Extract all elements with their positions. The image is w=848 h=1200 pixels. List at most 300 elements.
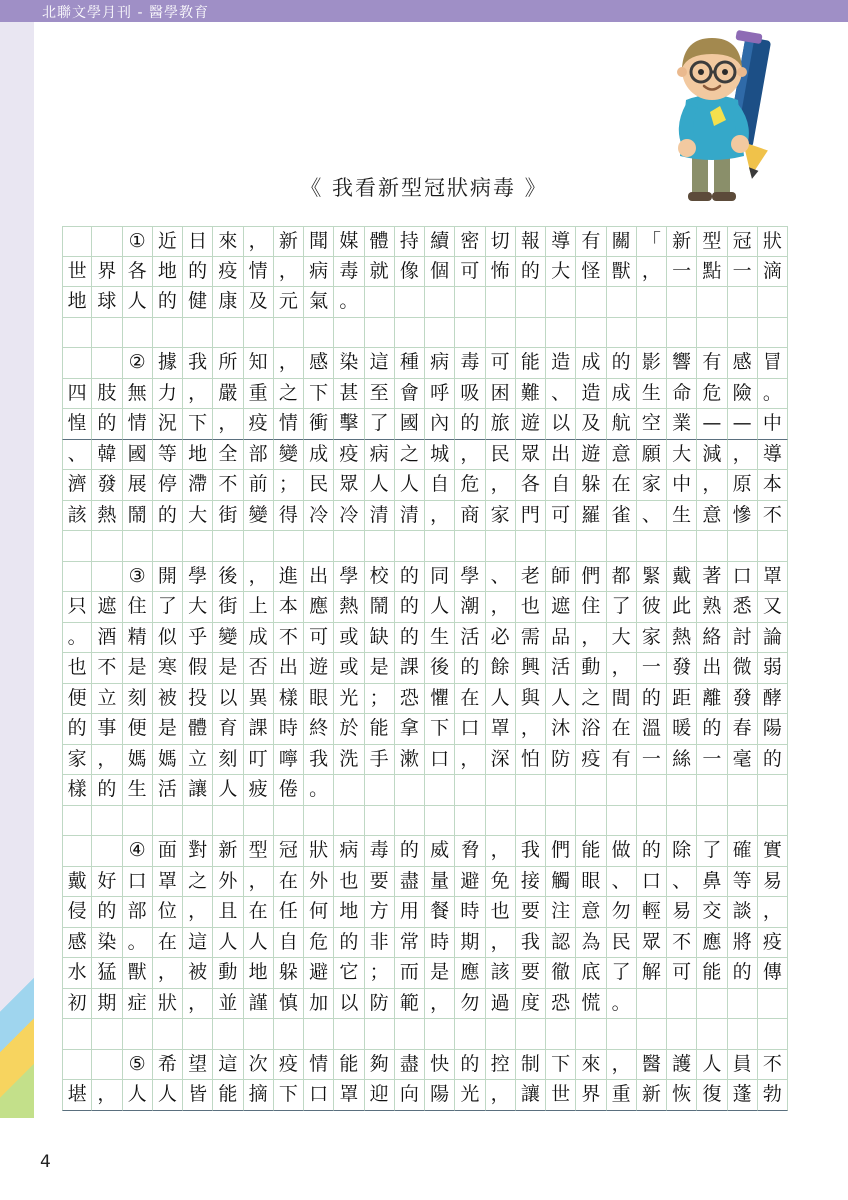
grid-cell	[607, 531, 637, 562]
grid-cell	[637, 1019, 667, 1050]
grid-cell: 接	[516, 867, 546, 898]
grid-cell: 毫	[728, 745, 758, 776]
grid-cell	[637, 989, 667, 1020]
grid-cell: 門	[516, 501, 546, 532]
grid-cell: 發	[92, 470, 122, 501]
grid-cell: 於	[334, 714, 364, 745]
grid-cell: 清	[395, 501, 425, 532]
grid-cell: 不	[274, 623, 304, 654]
grid-cell: 慘	[728, 501, 758, 532]
grid-cell: 情	[304, 1050, 334, 1081]
grid-cell: 光	[334, 684, 364, 715]
grid-cell: 防	[365, 989, 395, 1020]
grid-cell: 同	[425, 562, 455, 593]
grid-cell: 意	[697, 501, 727, 532]
grid-cell: 據	[153, 348, 183, 379]
grid-cell: 變	[244, 501, 274, 532]
grid-cell: 並	[213, 989, 243, 1020]
grid-cell: 染	[92, 928, 122, 959]
grid-cell: 民	[486, 440, 516, 471]
grid-cell: 拿	[395, 714, 425, 745]
grid-cell: 康	[213, 287, 243, 318]
grid-cell: 此	[667, 592, 697, 623]
grid-row	[62, 409, 788, 440]
grid-cell: 遊	[516, 409, 546, 440]
grid-cell: 熟	[697, 592, 727, 623]
grid-cell: 是	[123, 653, 153, 684]
grid-cell	[455, 531, 485, 562]
grid-cell: 出	[304, 562, 334, 593]
grid-cell: 狀	[304, 836, 334, 867]
grid-cell	[667, 806, 697, 837]
grid-cell: 下	[425, 714, 455, 745]
grid-cell: 便	[62, 684, 92, 715]
grid-cell: 之	[183, 867, 213, 898]
grid-cell: 且	[213, 897, 243, 928]
grid-cell: 人	[213, 775, 243, 806]
grid-cell: 制	[516, 1050, 546, 1081]
grid-cell: 交	[697, 897, 727, 928]
grid-cell: 關	[607, 226, 637, 257]
grid-cell: ，	[607, 653, 637, 684]
grid-cell: 來	[213, 226, 243, 257]
grid-cell: 被	[183, 958, 213, 989]
grid-cell	[274, 318, 304, 349]
grid-cell: 深	[486, 745, 516, 776]
grid-cell: 怕	[516, 745, 546, 776]
grid-cell	[758, 775, 788, 806]
grid-cell: 持	[395, 226, 425, 257]
grid-cell: 困	[486, 379, 516, 410]
grid-cell: 本	[274, 592, 304, 623]
grid-cell: 的	[637, 684, 667, 715]
grid-cell	[637, 318, 667, 349]
grid-cell: 罩	[153, 867, 183, 898]
grid-cell: 四	[62, 379, 92, 410]
grid-row	[62, 257, 788, 288]
grid-cell: ④	[123, 836, 153, 867]
grid-row	[62, 348, 788, 379]
grid-cell	[395, 775, 425, 806]
grid-cell: 品	[546, 623, 576, 654]
grid-cell: 意	[576, 897, 606, 928]
grid-cell: 自	[546, 470, 576, 501]
grid-cell: 的	[395, 836, 425, 867]
grid-cell: ③	[123, 562, 153, 593]
grid-cell: 。	[334, 287, 364, 318]
grid-cell	[728, 806, 758, 837]
grid-cell: 向	[395, 1080, 425, 1111]
grid-cell: 衝	[304, 409, 334, 440]
grid-cell: 造	[576, 379, 606, 410]
grid-cell: 地	[244, 958, 274, 989]
grid-cell: 媽	[123, 745, 153, 776]
grid-cell: 街	[213, 592, 243, 623]
grid-cell: 戴	[667, 562, 697, 593]
grid-cell	[274, 531, 304, 562]
grid-cell: 我	[516, 836, 546, 867]
grid-cell: 了	[153, 592, 183, 623]
grid-cell	[62, 806, 92, 837]
grid-row	[62, 287, 788, 318]
grid-cell	[183, 1019, 213, 1050]
grid-cell	[92, 1050, 122, 1081]
grid-cell: 陽	[758, 714, 788, 745]
grid-cell: 樣	[274, 684, 304, 715]
grid-cell: 重	[244, 379, 274, 410]
grid-cell: 部	[244, 440, 274, 471]
grid-cell	[123, 1019, 153, 1050]
grid-cell	[697, 531, 727, 562]
grid-cell: 雀	[607, 501, 637, 532]
grid-cell: 、	[486, 562, 516, 593]
grid-cell: 任	[274, 897, 304, 928]
grid-cell	[697, 318, 727, 349]
grid-row	[62, 501, 788, 532]
grid-cell: 以	[334, 989, 364, 1020]
grid-cell: 酵	[758, 684, 788, 715]
grid-cell: 熱	[334, 592, 364, 623]
grid-cell: 防	[546, 745, 576, 776]
grid-cell: 下	[304, 379, 334, 410]
grid-cell: 而	[395, 958, 425, 989]
grid-cell: 這	[183, 928, 213, 959]
grid-cell: 疫	[213, 257, 243, 288]
grid-cell: 乎	[183, 623, 213, 654]
grid-cell: 溫	[637, 714, 667, 745]
grid-cell: 對	[183, 836, 213, 867]
grid-cell: 冷	[334, 501, 364, 532]
grid-cell	[213, 1019, 243, 1050]
grid-cell	[728, 318, 758, 349]
grid-cell: 熱	[667, 623, 697, 654]
grid-cell: 的	[728, 958, 758, 989]
grid-cell: 空	[637, 409, 667, 440]
grid-cell: ②	[123, 348, 153, 379]
grid-cell: 這	[365, 348, 395, 379]
grid-cell: 微	[728, 653, 758, 684]
page-title: 《 我看新型冠狀病毒 》	[300, 176, 548, 200]
grid-cell: 了	[365, 409, 395, 440]
grid-cell: 刻	[123, 684, 153, 715]
grid-cell: 能	[516, 348, 546, 379]
grid-row	[62, 745, 788, 776]
grid-cell	[213, 318, 243, 349]
grid-cell: 病	[334, 836, 364, 867]
grid-cell	[153, 1019, 183, 1050]
grid-cell: 不	[667, 928, 697, 959]
grid-cell	[153, 531, 183, 562]
grid-cell: 地	[183, 440, 213, 471]
grid-cell: 非	[365, 928, 395, 959]
grid-cell: 沐	[546, 714, 576, 745]
grid-cell: 之	[576, 684, 606, 715]
grid-cell: 人	[546, 684, 576, 715]
grid-cell: 人	[697, 1050, 727, 1081]
grid-cell: 課	[244, 714, 274, 745]
grid-cell: 可	[304, 623, 334, 654]
grid-cell	[516, 1019, 546, 1050]
grid-cell: 可	[455, 257, 485, 288]
grid-cell: 體	[183, 714, 213, 745]
grid-cell	[92, 531, 122, 562]
grid-cell: 不	[758, 1050, 788, 1081]
grid-cell: 所	[213, 348, 243, 379]
grid-cell: 遊	[304, 653, 334, 684]
grid-cell: 中	[758, 409, 788, 440]
grid-cell: 摘	[244, 1080, 274, 1111]
grid-cell: 嚴	[213, 379, 243, 410]
grid-cell: 知	[244, 348, 274, 379]
grid-cell	[213, 806, 243, 837]
grid-cell: 鼻	[697, 867, 727, 898]
grid-cell	[395, 1019, 425, 1050]
grid-cell: 在	[607, 714, 637, 745]
grid-cell: 餐	[425, 897, 455, 928]
grid-cell: 否	[244, 653, 274, 684]
grid-cell: 全	[213, 440, 243, 471]
grid-cell: 投	[183, 684, 213, 715]
grid-cell: 在	[244, 897, 274, 928]
grid-cell: 界	[576, 1080, 606, 1111]
grid-cell	[62, 562, 92, 593]
grid-cell: 免	[486, 867, 516, 898]
grid-cell: 熱	[92, 501, 122, 532]
grid-cell: 的	[395, 623, 425, 654]
grid-cell: 濟	[62, 470, 92, 501]
grid-cell: 危	[697, 379, 727, 410]
grid-cell: ，	[576, 623, 606, 654]
grid-cell	[455, 318, 485, 349]
grid-cell: 何	[304, 897, 334, 928]
grid-cell: 要	[516, 958, 546, 989]
grid-cell: 懼	[425, 684, 455, 715]
grid-cell: 學	[455, 562, 485, 593]
grid-cell	[334, 318, 364, 349]
grid-cell: ，	[244, 867, 274, 898]
grid-cell	[304, 806, 334, 837]
grid-cell: 中	[667, 470, 697, 501]
grid-cell: 發	[728, 684, 758, 715]
grid-cell: 發	[667, 653, 697, 684]
grid-cell	[576, 1019, 606, 1050]
grid-cell	[365, 806, 395, 837]
grid-cell: 生	[425, 623, 455, 654]
grid-cell: 慌	[576, 989, 606, 1020]
grid-cell: 避	[455, 867, 485, 898]
grid-cell: 世	[546, 1080, 576, 1111]
grid-cell: 恐	[395, 684, 425, 715]
grid-cell: 是	[153, 714, 183, 745]
grid-cell: 導	[546, 226, 576, 257]
grid-cell: 鬧	[365, 592, 395, 623]
grid-cell	[92, 318, 122, 349]
grid-cell: ，	[486, 836, 516, 867]
grid-cell: 離	[697, 684, 727, 715]
grid-cell: 。	[758, 379, 788, 410]
grid-cell	[183, 318, 213, 349]
grid-cell: 暖	[667, 714, 697, 745]
grid-cell	[758, 1019, 788, 1050]
grid-cell: 住	[576, 592, 606, 623]
grid-cell: 染	[334, 348, 364, 379]
grid-cell: 好	[92, 867, 122, 898]
grid-cell: 擊	[334, 409, 364, 440]
grid-cell: 旅	[486, 409, 516, 440]
grid-cell: ①	[123, 226, 153, 257]
grid-row	[62, 226, 788, 257]
grid-cell: 了	[607, 592, 637, 623]
grid-cell: 鬧	[123, 501, 153, 532]
grid-cell: 意	[607, 440, 637, 471]
grid-cell: ，	[697, 470, 727, 501]
grid-cell: 控	[486, 1050, 516, 1081]
grid-cell: 勿	[607, 897, 637, 928]
grid-cell: 慎	[274, 989, 304, 1020]
grid-cell: 討	[728, 623, 758, 654]
grid-cell: 生	[667, 501, 697, 532]
grid-cell	[334, 806, 364, 837]
grid-cell: 停	[153, 470, 183, 501]
grid-cell: 商	[455, 501, 485, 532]
grid-cell	[123, 318, 153, 349]
grid-cell: 謹	[244, 989, 274, 1020]
grid-cell: 情	[123, 409, 153, 440]
grid-cell: 新	[213, 836, 243, 867]
grid-cell: 弱	[758, 653, 788, 684]
grid-cell: 也	[62, 653, 92, 684]
grid-cell: 及	[244, 287, 274, 318]
grid-cell	[667, 318, 697, 349]
grid-cell: 寒	[153, 653, 183, 684]
grid-cell: 人	[395, 470, 425, 501]
grid-cell: 症	[123, 989, 153, 1020]
band-diagonal-green	[0, 1062, 34, 1118]
grid-cell: 眼	[304, 684, 334, 715]
grid-cell: 我	[516, 928, 546, 959]
grid-cell: 員	[728, 1050, 758, 1081]
grid-cell: 媽	[153, 745, 183, 776]
grid-cell: 威	[425, 836, 455, 867]
grid-cell: 們	[546, 836, 576, 867]
grid-cell: 的	[697, 714, 727, 745]
grid-cell: 、	[607, 867, 637, 898]
grid-cell: 。	[607, 989, 637, 1020]
grid-cell: 感	[62, 928, 92, 959]
grid-cell: ，	[425, 989, 455, 1020]
grid-cell: 彼	[637, 592, 667, 623]
grid-cell: 遮	[92, 592, 122, 623]
grid-cell: 的	[758, 745, 788, 776]
grid-cell: 避	[304, 958, 334, 989]
grid-cell: 徹	[546, 958, 576, 989]
grid-cell: 易	[667, 897, 697, 928]
grid-cell	[123, 531, 153, 562]
grid-cell: 、	[667, 867, 697, 898]
grid-cell: 應	[697, 928, 727, 959]
grid-cell	[728, 775, 758, 806]
grid-cell	[153, 318, 183, 349]
grid-cell: 夠	[365, 1050, 395, 1081]
grid-cell: 也	[334, 867, 364, 898]
grid-cell: 的	[92, 409, 122, 440]
grid-cell: 甚	[334, 379, 364, 410]
grid-cell: 的	[183, 257, 213, 288]
grid-cell: 變	[213, 623, 243, 654]
grid-cell: 傳	[758, 958, 788, 989]
grid-cell: ⑤	[123, 1050, 153, 1081]
grid-cell: 解	[637, 958, 667, 989]
grid-cell	[486, 318, 516, 349]
grid-cell: 種	[395, 348, 425, 379]
grid-cell	[395, 318, 425, 349]
band-diagonal-yellow	[0, 1018, 34, 1066]
grid-cell: 間	[607, 684, 637, 715]
grid-row	[62, 806, 788, 837]
grid-cell: 緊	[637, 562, 667, 593]
grid-cell: 方	[365, 897, 395, 928]
grid-cell	[486, 1019, 516, 1050]
grid-cell: 育	[213, 714, 243, 745]
grid-cell: 疫	[576, 745, 606, 776]
grid-cell: 住	[123, 592, 153, 623]
grid-cell: 變	[274, 440, 304, 471]
grid-cell: 了	[607, 958, 637, 989]
grid-cell: 、	[637, 501, 667, 532]
grid-cell	[365, 1019, 395, 1050]
grid-cell: 怖	[486, 257, 516, 288]
grid-cell: 不	[758, 501, 788, 532]
grid-cell: 口	[728, 562, 758, 593]
grid-cell: 。	[62, 623, 92, 654]
grid-cell	[244, 531, 274, 562]
grid-cell	[244, 806, 274, 837]
grid-row	[62, 1050, 788, 1081]
grid-cell	[455, 806, 485, 837]
grid-cell: 希	[153, 1050, 183, 1081]
grid-cell	[758, 806, 788, 837]
grid-cell: 能	[576, 836, 606, 867]
grid-cell: 在	[274, 867, 304, 898]
grid-cell: 遊	[576, 440, 606, 471]
grid-cell: 動	[213, 958, 243, 989]
grid-cell: 常	[395, 928, 425, 959]
grid-cell: ，	[637, 257, 667, 288]
grid-cell: 遮	[546, 592, 576, 623]
grid-cell: 時	[274, 714, 304, 745]
grid-cell: 時	[455, 897, 485, 928]
grid-cell	[123, 806, 153, 837]
grid-cell	[576, 287, 606, 318]
grid-cell: 新	[667, 226, 697, 257]
grid-cell: 口	[455, 714, 485, 745]
grid-cell: 航	[607, 409, 637, 440]
grid-row	[62, 440, 788, 471]
grid-cell: ；	[274, 470, 304, 501]
grid-cell: 輕	[637, 897, 667, 928]
grid-cell: 易	[758, 867, 788, 898]
grid-cell	[334, 775, 364, 806]
grid-cell: 滴	[758, 257, 788, 288]
grid-cell: ；	[365, 958, 395, 989]
grid-cell: 疫	[274, 1050, 304, 1081]
grid-cell: 業	[667, 409, 697, 440]
grid-row	[62, 989, 788, 1020]
grid-cell: 城	[425, 440, 455, 471]
grid-cell: 活	[153, 775, 183, 806]
grid-cell: 造	[546, 348, 576, 379]
grid-cell: ，	[183, 379, 213, 410]
